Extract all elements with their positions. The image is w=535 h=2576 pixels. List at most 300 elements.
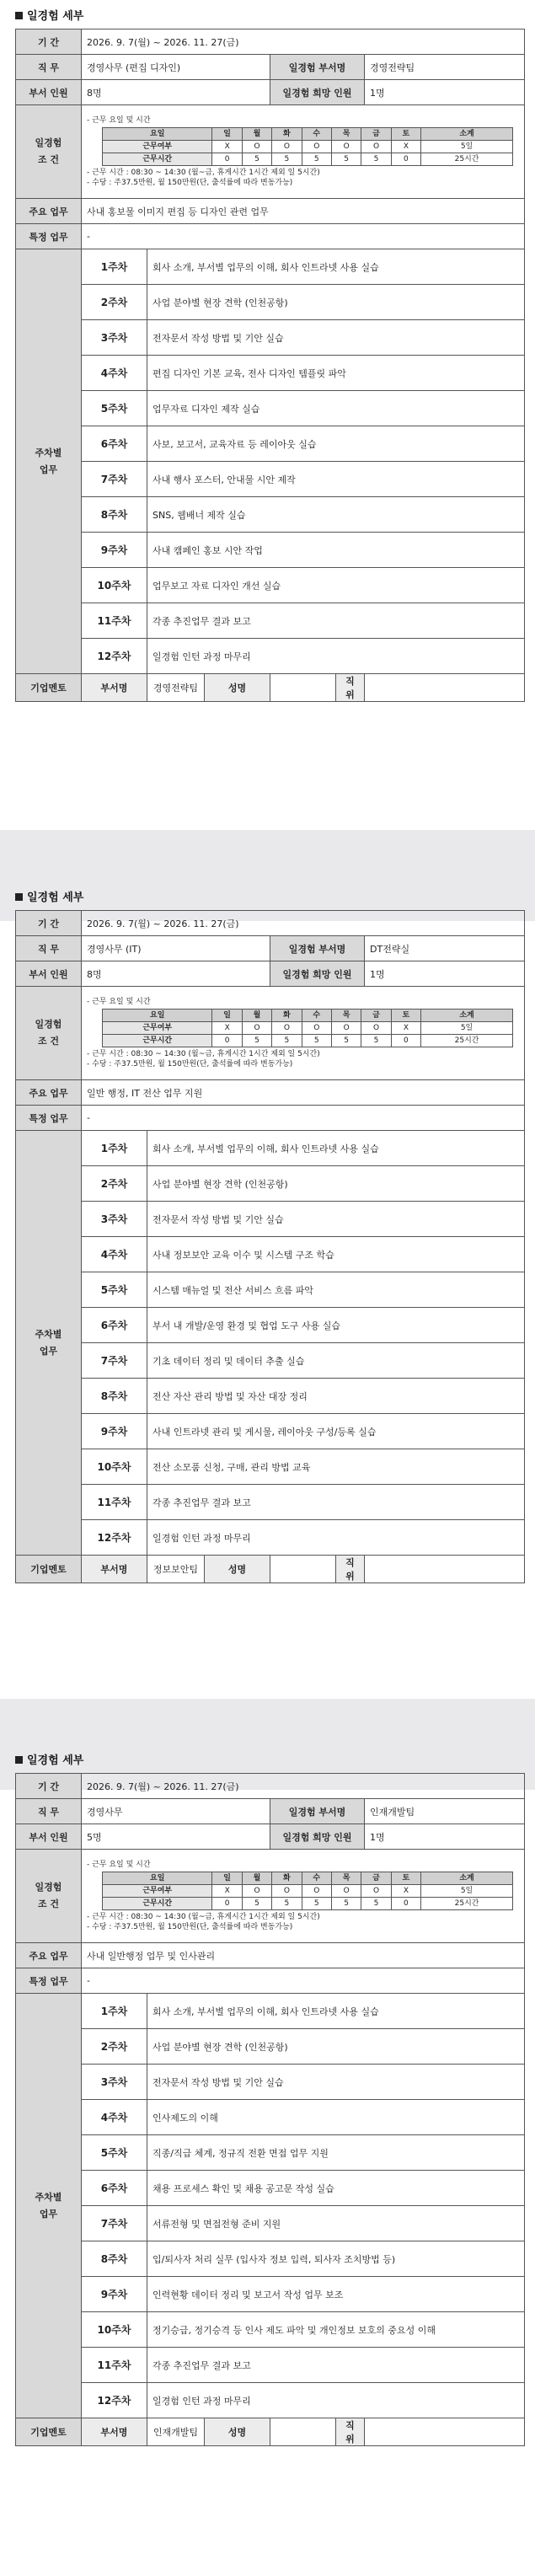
week-number: 11주차: [82, 1485, 147, 1520]
mentor-position-label: 직위: [336, 1556, 365, 1583]
schedule-cell: 5: [302, 1898, 331, 1910]
week-row: [16, 1308, 525, 1343]
week-task: 사내 행사 포스터, 안내물 시안 제작: [147, 462, 525, 497]
week-row: [16, 1202, 525, 1237]
schedule-cell: O: [361, 1022, 391, 1035]
schedule-header-cell: 요일: [103, 128, 212, 141]
schedule-table: [102, 1009, 513, 1047]
week-task: 직종/직급 체계, 정규직 전환 면접 업무 지원: [147, 2135, 525, 2171]
week-number: 3주차: [82, 1202, 147, 1237]
mentor-dept-label: 부서명: [82, 674, 147, 702]
condition-label-line-1: 일경험: [35, 1019, 62, 1030]
schedule-header-cell: 금: [361, 128, 391, 141]
week-number: 7주차: [82, 2206, 147, 2241]
schedule-cell: O: [302, 141, 331, 153]
staff-value: 8명: [82, 80, 270, 105]
week-task: 각종 추진업무 결과 보고: [147, 2348, 525, 2383]
schedule-cell: 0: [391, 1898, 420, 1910]
week-task: 각종 추진업무 결과 보고: [147, 603, 525, 639]
week-row: [16, 1379, 525, 1414]
schedule-cell: 5: [331, 1898, 361, 1910]
schedule-cell: X: [391, 1022, 420, 1035]
schedule-cell: O: [272, 1022, 302, 1035]
week-number: 12주차: [82, 2383, 147, 2418]
week-task: 전산 소모품 신청, 구매, 관리 방법 교육: [147, 1449, 525, 1485]
schedule-cell: 0: [212, 1898, 242, 1910]
schedule-header-cell: 월: [242, 128, 271, 141]
week-row: [16, 2029, 525, 2065]
week-number: 3주차: [82, 320, 147, 356]
week-number: 4주차: [82, 1237, 147, 1272]
week-number: 10주차: [82, 2312, 147, 2348]
mentor-dept-label: 부서명: [82, 2418, 147, 2446]
schedule-header-cell: 금: [361, 1010, 391, 1022]
schedule-cell: O: [272, 141, 302, 153]
week-task: 채용 프로세스 확인 및 채용 공고문 작성 실습: [147, 2171, 525, 2206]
week-task: 각종 추진업무 결과 보고: [147, 1485, 525, 1520]
mentor-dept-value: 정보보안팀: [147, 1556, 205, 1583]
schedule-header-cell: 소계: [421, 1010, 513, 1022]
schedule-cell: 0: [212, 1035, 242, 1047]
week-row: [16, 1237, 525, 1272]
week-task: 사업 분야별 현장 견학 (인천공항): [147, 2029, 525, 2065]
week-row: [16, 497, 525, 533]
main-task-label: 주요 업무: [16, 1943, 82, 1968]
week-row: [16, 2171, 525, 2206]
week-task: 사내 인트라넷 관리 및 게시물, 레이아웃 구성/등록 실습: [147, 1414, 525, 1449]
mentor-name-label: 성명: [205, 674, 270, 702]
week-number: 2주차: [82, 1166, 147, 1202]
week-row: [16, 320, 525, 356]
week-row: [16, 462, 525, 497]
schedule-cell: 25시간: [421, 1035, 513, 1047]
period-label: 기 간: [16, 911, 82, 936]
special-task-label: 특정 업무: [16, 1106, 82, 1131]
week-task: 인력현황 데이터 정리 및 보고서 작성 업무 보조: [147, 2277, 525, 2312]
staff-value: 8명: [82, 961, 270, 987]
schedule-cell: 5: [272, 153, 302, 166]
schedule-cell: 0: [391, 153, 420, 166]
week-number: 6주차: [82, 1308, 147, 1343]
mentor-position-label: 직위: [336, 674, 365, 702]
week-number: 7주차: [82, 1343, 147, 1379]
weekly-task-label-line-1: 주차별: [35, 2191, 62, 2203]
week-row: [16, 1994, 525, 2029]
weekly-task-label-line-2: 업무: [39, 1345, 58, 1357]
week-task: 편집 디자인 기본 교육, 전사 디자인 템플릿 파악: [147, 356, 525, 391]
schedule-row-hours: [103, 153, 513, 166]
week-row: [16, 1520, 525, 1556]
schedule-cell: O: [331, 1885, 361, 1898]
schedule-row-label: 근무시간: [103, 1035, 212, 1047]
main-task-value: 사내 일반행정 업무 및 인사관리: [82, 1943, 525, 1968]
schedule-cell: 5: [361, 153, 391, 166]
dept-label: 일경험 부서명: [270, 1799, 365, 1824]
hope-value: 1명: [365, 961, 525, 987]
schedule-row-label: 근무여부: [103, 1022, 212, 1035]
week-row: [16, 285, 525, 320]
week-task: 인사제도의 이해: [147, 2100, 525, 2135]
schedule-cell: X: [391, 141, 420, 153]
special-task-value: -: [82, 1106, 525, 1131]
hope-label: 일경험 희망 인원: [270, 1824, 365, 1850]
schedule-cell: 5: [302, 1035, 331, 1047]
week-task: 회사 소개, 부서별 업무의 이해, 회사 인트라넷 사용 실습: [147, 1994, 525, 2029]
week-number: 4주차: [82, 2100, 147, 2135]
mentor-label: 기업멘토: [16, 1556, 82, 1583]
week-row: [16, 2100, 525, 2135]
detail-table: [15, 1773, 525, 2446]
condition-label: [16, 1850, 82, 1943]
week-number: 9주차: [82, 2277, 147, 2312]
schedule-cell: 0: [212, 153, 242, 166]
work-experience-section: [15, 1749, 524, 2446]
schedule-row-hours: [103, 1035, 513, 1047]
special-task-label: 특정 업무: [16, 224, 82, 249]
schedule-table: [102, 1872, 513, 1910]
period-label: 기 간: [16, 29, 82, 55]
schedule-cell: 5: [272, 1898, 302, 1910]
week-number: 7주차: [82, 462, 147, 497]
week-task: 전자문서 작성 방법 및 기안 실습: [147, 1202, 525, 1237]
schedule-row-hours: [103, 1898, 513, 1910]
week-row: [16, 2135, 525, 2171]
detail-table: [15, 29, 525, 702]
week-row: [16, 356, 525, 391]
staff-label: 부서 인원: [16, 1824, 82, 1850]
week-task: 기초 데이터 정리 및 데이터 추출 실습: [147, 1343, 525, 1379]
square-bullet-icon: [15, 893, 23, 901]
schedule-header-cell: 소계: [421, 1872, 513, 1885]
schedule-cell: 25시간: [421, 153, 513, 166]
week-row: [16, 1414, 525, 1449]
week-task: 업무보고 자료 디자인 개선 실습: [147, 568, 525, 603]
schedule-header-cell: 일: [212, 1872, 242, 1885]
job-label: 직 무: [16, 1799, 82, 1824]
main-task-value: 일반 행정, IT 전산 업무 지원: [82, 1080, 525, 1106]
schedule-cell: X: [212, 1885, 242, 1898]
schedule-cell: 5: [302, 153, 331, 166]
schedule-cell: O: [242, 1022, 271, 1035]
week-number: 5주차: [82, 1272, 147, 1308]
staff-label: 부서 인원: [16, 961, 82, 987]
schedule-header-cell: 금: [361, 1872, 391, 1885]
special-task-value: -: [82, 224, 525, 249]
week-number: 2주차: [82, 2029, 147, 2065]
week-task: 회사 소개, 부서별 업무의 이해, 회사 인트라넷 사용 실습: [147, 249, 525, 285]
schedule-header-cell: 요일: [103, 1010, 212, 1022]
hope-label: 일경험 희망 인원: [270, 80, 365, 105]
week-task: 업무자료 디자인 제작 실습: [147, 391, 525, 426]
period-value: 2026. 9. 7(월) ~ 2026. 11. 27(금): [82, 1774, 525, 1799]
schedule-cell: O: [302, 1022, 331, 1035]
condition-pretext: - 근무 요일 및 시간: [87, 1861, 151, 1869]
week-number: 1주차: [82, 249, 147, 285]
schedule-cell: 5일: [421, 1022, 513, 1035]
condition-label-line-1: 일경험: [35, 137, 62, 148]
job-value: 경영사무: [82, 1799, 270, 1824]
week-task: 회사 소개, 부서별 업무의 이해, 회사 인트라넷 사용 실습: [147, 1131, 525, 1166]
section-title: 일경험 세부: [27, 892, 84, 904]
schedule-cell: 5: [272, 1035, 302, 1047]
job-value: 경영사무 (편집 디자인): [82, 55, 270, 80]
week-number: 3주차: [82, 2065, 147, 2100]
schedule-cell: 5: [361, 1898, 391, 1910]
weekly-task-label-line-2: 업무: [39, 2208, 58, 2220]
schedule-cell: O: [361, 141, 391, 153]
mentor-dept-value: 경영전략팀: [147, 674, 205, 702]
condition-label: [16, 987, 82, 1080]
week-task: 사내 정보보안 교육 이수 및 시스템 구조 학습: [147, 1237, 525, 1272]
week-number: 6주차: [82, 426, 147, 462]
section-heading: [15, 886, 524, 910]
schedule-table: [102, 127, 513, 166]
hope-label: 일경험 희망 인원: [270, 961, 365, 987]
week-row: [16, 1166, 525, 1202]
schedule-cell: O: [242, 1885, 271, 1898]
dept-value: 인재개발팀: [365, 1799, 525, 1824]
mentor-label: 기업멘토: [16, 2418, 82, 2446]
week-task: 부서 내 개발/운영 환경 및 협업 도구 사용 실습: [147, 1308, 525, 1343]
week-row: [16, 1343, 525, 1379]
schedule-cell: 5일: [421, 1885, 513, 1898]
schedule-cell: 5일: [421, 141, 513, 153]
week-row: [16, 1131, 525, 1166]
schedule-header-cell: 수: [302, 1872, 331, 1885]
schedule-header-cell: 일: [212, 1010, 242, 1022]
schedule-header-cell: 소계: [421, 128, 513, 141]
week-task: 사업 분야별 현장 견학 (인천공항): [147, 285, 525, 320]
schedule-header-row: [103, 128, 513, 141]
schedule-row-work: [103, 1022, 513, 1035]
mentor-position-value: [365, 2418, 525, 2446]
week-task: SNS, 웹배너 제작 실습: [147, 497, 525, 533]
week-number: 2주차: [82, 285, 147, 320]
week-task: 서류전형 및 면접전형 준비 지원: [147, 2206, 525, 2241]
schedule-cell: O: [331, 141, 361, 153]
period-value: 2026. 9. 7(월) ~ 2026. 11. 27(금): [82, 911, 525, 936]
mentor-name-value: [270, 2418, 336, 2446]
schedule-header-cell: 토: [391, 1872, 420, 1885]
staff-label: 부서 인원: [16, 80, 82, 105]
special-task-value: -: [82, 1968, 525, 1994]
week-row: [16, 2277, 525, 2312]
mentor-position-value: [365, 674, 525, 702]
schedule-cell: 5: [331, 153, 361, 166]
schedule-row-label: 근무여부: [103, 1885, 212, 1898]
schedule-cell: O: [361, 1885, 391, 1898]
week-task: 일경험 인턴 과정 마무리: [147, 639, 525, 674]
schedule-cell: 5: [242, 1898, 271, 1910]
schedule-header-cell: 월: [242, 1010, 271, 1022]
week-task: 시스템 매뉴얼 및 전산 서비스 흐름 파악: [147, 1272, 525, 1308]
schedule-cell: O: [302, 1885, 331, 1898]
week-number: 6주차: [82, 2171, 147, 2206]
week-number: 5주차: [82, 2135, 147, 2171]
schedule-cell: 5: [242, 1035, 271, 1047]
job-label: 직 무: [16, 936, 82, 961]
schedule-cell: X: [391, 1885, 420, 1898]
week-task: 전자문서 작성 방법 및 기안 실습: [147, 320, 525, 356]
dept-label: 일경험 부서명: [270, 936, 365, 961]
week-number: 10주차: [82, 1449, 147, 1485]
week-row: [16, 1485, 525, 1520]
week-row: [16, 249, 525, 285]
schedule-cell: X: [212, 1022, 242, 1035]
weekly-task-label: [16, 249, 82, 674]
condition-label-line-2: 조 건: [37, 1899, 60, 1909]
weekly-task-label: [16, 1131, 82, 1556]
hope-value: 1명: [365, 1824, 525, 1850]
week-number: 11주차: [82, 603, 147, 639]
job-value: 경영사무 (IT): [82, 936, 270, 961]
week-row: [16, 2206, 525, 2241]
schedule-header-cell: 월: [242, 1872, 271, 1885]
mentor-position-value: [365, 1556, 525, 1583]
schedule-header-cell: 화: [272, 128, 302, 141]
week-task: 사업 분야별 현장 견학 (인천공항): [147, 1166, 525, 1202]
condition-label-line-1: 일경험: [35, 1882, 62, 1893]
main-task-value: 사내 홍보물 이미지 편집 등 디자인 관련 업무: [82, 199, 525, 224]
condition-cell: [82, 105, 525, 199]
weekly-task-label-line-1: 주차별: [35, 1328, 62, 1340]
schedule-row-work: [103, 141, 513, 153]
mentor-name-label: 성명: [205, 2418, 270, 2446]
schedule-row-label: 근무시간: [103, 1898, 212, 1910]
condition-note-hours: - 근무 시간 : 08:30 ~ 14:30 (월~금, 휴게시간 1시간 제외 일 5시간): [87, 1913, 320, 1921]
section-heading: [15, 1749, 524, 1773]
schedule-header-cell: 목: [331, 1010, 361, 1022]
week-number: 1주차: [82, 1994, 147, 2029]
schedule-cell: 25시간: [421, 1898, 513, 1910]
schedule-cell: 5: [242, 153, 271, 166]
week-row: [16, 603, 525, 639]
week-task: 사내 캠페인 홍보 시안 작업: [147, 533, 525, 568]
schedule-header-cell: 수: [302, 1010, 331, 1022]
mentor-dept-label: 부서명: [82, 1556, 147, 1583]
week-row: [16, 391, 525, 426]
schedule-cell: O: [331, 1022, 361, 1035]
weekly-task-label-line-2: 업무: [39, 463, 58, 475]
week-task: 사보, 보고서, 교육자료 등 레이아웃 실습: [147, 426, 525, 462]
mentor-label: 기업멘토: [16, 674, 82, 702]
schedule-cell: 5: [361, 1035, 391, 1047]
week-row: [16, 533, 525, 568]
mentor-name-value: [270, 674, 336, 702]
week-row: [16, 2383, 525, 2418]
week-row: [16, 2312, 525, 2348]
schedule-cell: O: [242, 141, 271, 153]
mentor-position-label: 직위: [336, 2418, 365, 2446]
square-bullet-icon: [15, 12, 23, 19]
schedule-header-cell: 목: [331, 1872, 361, 1885]
condition-pretext: - 근무 요일 및 시간: [87, 998, 151, 1006]
week-row: [16, 2065, 525, 2100]
dept-value: DT전략실: [365, 936, 525, 961]
mentor-dept-value: 인재개발팀: [147, 2418, 205, 2446]
weekly-task-label-line-1: 주차별: [35, 447, 62, 458]
schedule-row-label: 근무시간: [103, 153, 212, 166]
schedule-header-row: [103, 1010, 513, 1022]
condition-cell: [82, 1850, 525, 1943]
week-number: 8주차: [82, 497, 147, 533]
section-heading: [15, 5, 524, 29]
week-task: 일경험 인턴 과정 마무리: [147, 2383, 525, 2418]
condition-note-hours: - 근무 시간 : 08:30 ~ 14:30 (월~금, 휴게시간 1시간 제외 일 5시간): [87, 1050, 320, 1058]
schedule-header-cell: 일: [212, 128, 242, 141]
week-number: 11주차: [82, 2348, 147, 2383]
condition-cell: [82, 987, 525, 1080]
mentor-name-label: 성명: [205, 1556, 270, 1583]
hope-value: 1명: [365, 80, 525, 105]
schedule-header-row: [103, 1872, 513, 1885]
week-row: [16, 2348, 525, 2383]
condition-note-pay: - 수당 : 주37.5만원, 월 150만원(단, 출석률에 따라 변동가능): [87, 1923, 293, 1931]
section-title: 일경험 세부: [27, 1754, 84, 1767]
schedule-header-cell: 화: [272, 1010, 302, 1022]
schedule-row-label: 근무여부: [103, 141, 212, 153]
week-number: 8주차: [82, 2241, 147, 2277]
week-row: [16, 1449, 525, 1485]
square-bullet-icon: [15, 1756, 23, 1764]
week-number: 9주차: [82, 1414, 147, 1449]
week-task: 전산 자산 관리 방법 및 자산 대장 정리: [147, 1379, 525, 1414]
condition-note-hours: - 근무 시간 : 08:30 ~ 14:30 (월~금, 휴게시간 1시간 제외 일 5시간): [87, 169, 320, 177]
condition-note-pay: - 수당 : 주37.5만원, 월 150만원(단, 출석률에 따라 변동가능): [87, 179, 293, 187]
week-task: 입/퇴사자 처리 실무 (입사자 정보 입력, 퇴사자 조치방법 등): [147, 2241, 525, 2277]
week-task: 일경험 인턴 과정 마무리: [147, 1520, 525, 1556]
week-task: 전자문서 작성 방법 및 기안 실습: [147, 2065, 525, 2100]
schedule-header-cell: 수: [302, 128, 331, 141]
schedule-cell: O: [272, 1885, 302, 1898]
week-number: 12주차: [82, 639, 147, 674]
condition-label-line-2: 조 건: [37, 154, 60, 165]
weekly-task-label: [16, 1994, 82, 2418]
schedule-header-cell: 토: [391, 128, 420, 141]
work-experience-section: [15, 886, 524, 1583]
work-experience-section: [15, 5, 524, 702]
week-number: 9주차: [82, 533, 147, 568]
week-row: [16, 426, 525, 462]
schedule-cell: X: [212, 141, 242, 153]
week-task: 정기승급, 정기승격 등 인사 제도 파악 및 개인정보 보호의 중요성 이해: [147, 2312, 525, 2348]
week-number: 1주차: [82, 1131, 147, 1166]
period-label: 기 간: [16, 1774, 82, 1799]
job-label: 직 무: [16, 55, 82, 80]
week-number: 12주차: [82, 1520, 147, 1556]
section-title: 일경험 세부: [27, 10, 84, 23]
week-number: 4주차: [82, 356, 147, 391]
staff-value: 5명: [82, 1824, 270, 1850]
schedule-cell: 0: [391, 1035, 420, 1047]
condition-label: [16, 105, 82, 199]
schedule-header-cell: 목: [331, 128, 361, 141]
week-number: 5주차: [82, 391, 147, 426]
period-value: 2026. 9. 7(월) ~ 2026. 11. 27(금): [82, 29, 525, 55]
week-number: 10주차: [82, 568, 147, 603]
condition-label-line-2: 조 건: [37, 1036, 60, 1047]
condition-pretext: - 근무 요일 및 시간: [87, 116, 151, 125]
week-row: [16, 639, 525, 674]
condition-note-pay: - 수당 : 주37.5만원, 월 150만원(단, 출석률에 따라 변동가능): [87, 1060, 293, 1068]
week-row: [16, 568, 525, 603]
week-row: [16, 2241, 525, 2277]
schedule-row-work: [103, 1885, 513, 1898]
mentor-name-value: [270, 1556, 336, 1583]
main-task-label: 주요 업무: [16, 199, 82, 224]
schedule-header-cell: 토: [391, 1010, 420, 1022]
schedule-header-cell: 요일: [103, 1872, 212, 1885]
